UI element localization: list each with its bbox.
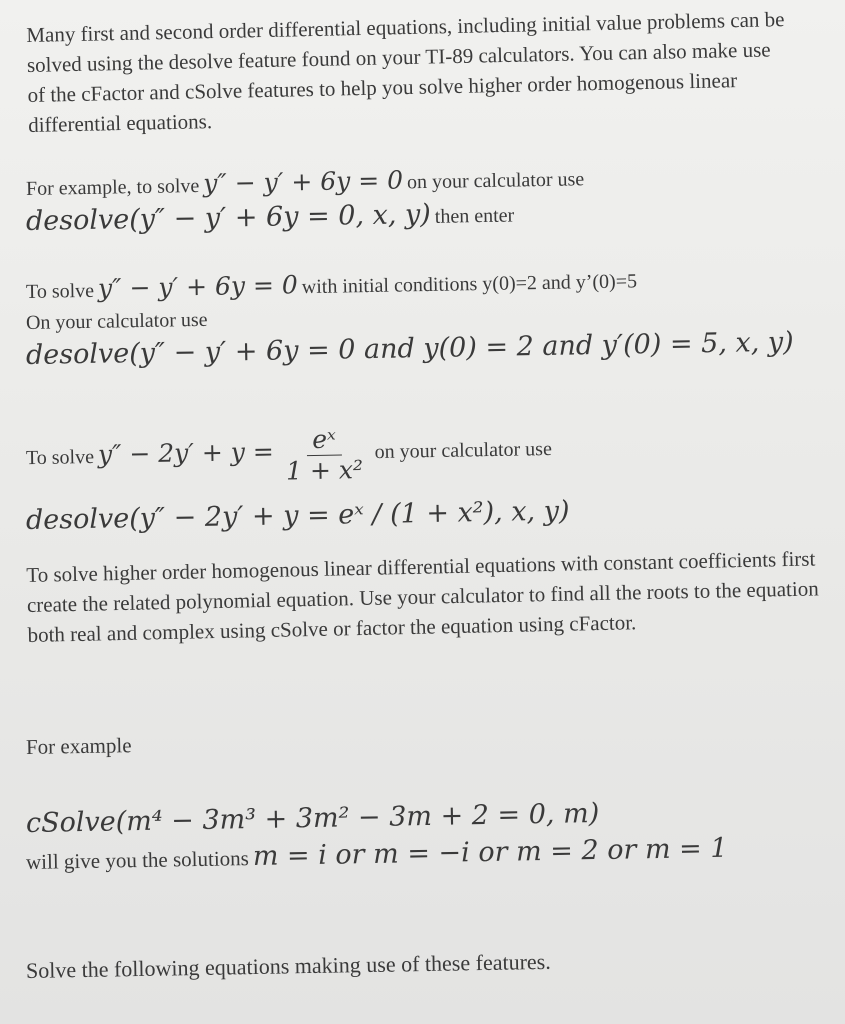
example1-equation: y″ − y′ + 6y = 0 (203, 165, 404, 198)
example1-prefix: For example, to solve (25, 174, 200, 200)
example2-equation: y″ − y′ + 6y = 0 (97, 270, 298, 303)
csolve-command-line (26, 798, 600, 839)
example2-command: desolve(y″ − y′ + 6y = 0 and y(0) = 2 and y′(0) = 5, x, y) (25, 326, 794, 371)
final-instruction-line (26, 949, 551, 984)
csolve-solutions: m = i or m = −i or m = 2 or m = 1 (252, 832, 728, 873)
example3-command: desolve(y″ − 2y′ + y = eˣ / (1 + x²), x, y) (25, 495, 570, 536)
example3-suffix: on your calculator use (374, 437, 553, 464)
for-example-line (26, 733, 132, 760)
example2-conditions: with initial conditions y(0)=2 and y’(0)=5 (301, 270, 638, 299)
example1-command-line (26, 197, 515, 237)
example3-command-line (26, 496, 570, 536)
example2-prefix: To solve (25, 279, 95, 303)
example2-on-calculator: On your calculator use (25, 308, 208, 334)
example1-suffix: on your calculator use (406, 168, 585, 194)
example1-after: then enter (434, 204, 515, 228)
example1-command: desolve(y″ − y′ + 6y = 0, x, y) (25, 198, 432, 237)
final-instruction: Solve the following equations making use of these features. (25, 948, 551, 983)
csolve-command: cSolve(m⁴ − 3m³ + 3m² − 3m + 2 = 0, m) (25, 797, 600, 839)
example2-line2 (26, 309, 208, 335)
csolve-text: will give you the solutions (25, 846, 250, 874)
example2-command-line (26, 327, 794, 371)
example1-line (26, 162, 585, 201)
example3-lhs: y″ − 2y′ + y = (97, 436, 275, 469)
intro-paragraph: Many first and second order differential equations, including initial value problems can be solved using the desolve feature found on your TI-89 calculators. You can also make use of the cFactor and cSolve features to help you solve higher order homogenous linear differential equations. (26, 7, 785, 137)
example3-fraction (285, 424, 363, 486)
higher-order-paragraph: To solve higher order homogenous linear differential equations with constant coefficients first create the related polynomial equation. Use your calculator to find all the roots to the equation both real and complex using cSolve or factor the equation using cFactor. (26, 546, 819, 647)
example3-numerator: eˣ (306, 424, 342, 456)
example3-line (25, 421, 552, 491)
for-example-label: For example (25, 733, 132, 759)
example3-prefix: To solve (25, 445, 95, 470)
example3-denominator: 1 + x² (285, 455, 364, 486)
example2-line (26, 264, 637, 304)
csolve-solutions-line (26, 833, 728, 876)
